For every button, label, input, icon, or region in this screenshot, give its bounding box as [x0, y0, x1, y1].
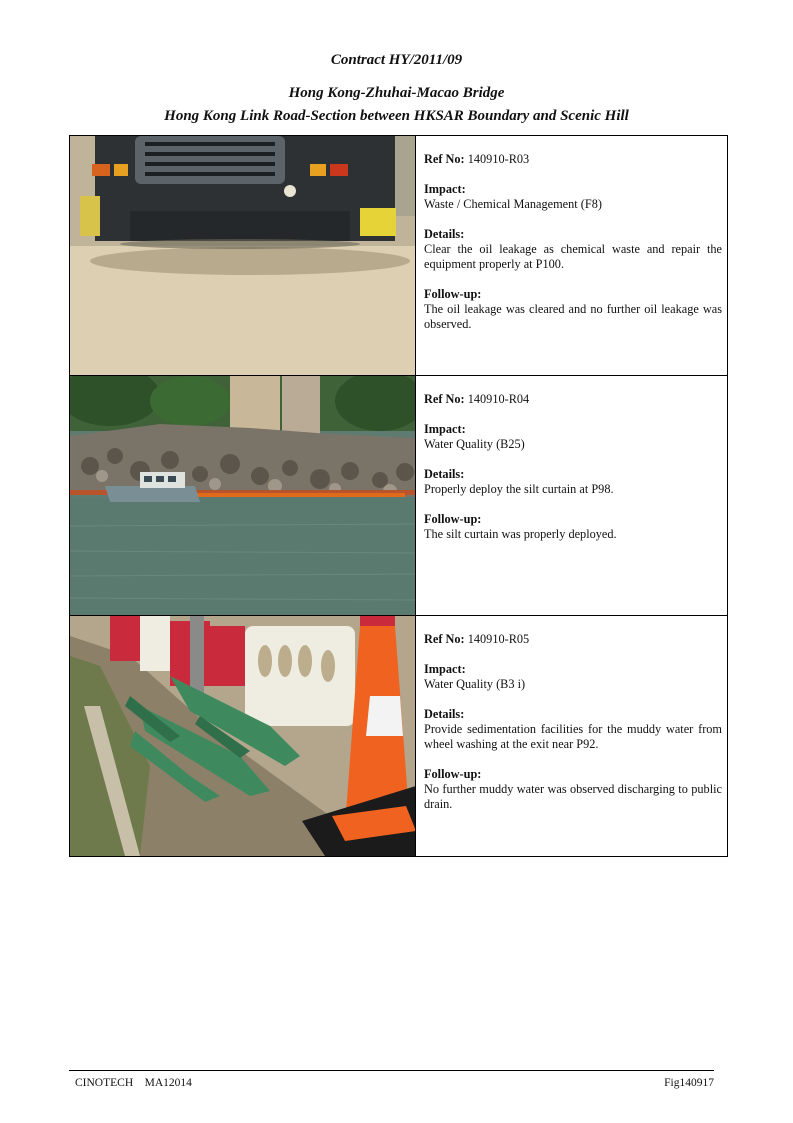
followup-label: Follow-up:	[424, 512, 482, 526]
footer-company-report: CINOTECH MA12014	[75, 1077, 192, 1089]
details-label: Details:	[424, 227, 465, 241]
followup-value: The silt curtain was properly deployed.	[424, 527, 617, 541]
table-row	[70, 616, 727, 856]
details-label: Details:	[424, 467, 465, 481]
photo-sedimentation-barriers	[70, 616, 416, 856]
photo-truck-oil-leakage	[70, 136, 416, 375]
ref-number: 140910-R05	[467, 632, 530, 646]
section-title: Hong Kong Link Road-Section between HKSAR Boundary and Scenic Hill	[164, 108, 629, 124]
contract-title: Contract HY/2011/09	[330, 52, 463, 68]
footer-figure-number: Fig140917	[664, 1077, 714, 1089]
project-title: Hong Kong-Zhuhai-Macao Bridge	[288, 85, 505, 101]
record-text	[424, 632, 722, 827]
record-text	[424, 392, 722, 557]
table-row	[70, 376, 727, 616]
ref-label: Ref No:	[424, 632, 465, 646]
impact-value: Waste / Chemical Management (F8)	[424, 197, 602, 211]
ref-number: 140910-R03	[467, 152, 530, 166]
impact-label: Impact:	[424, 662, 466, 676]
ref-number: 140910-R04	[467, 392, 530, 406]
impact-value: Water Quality (B25)	[424, 437, 525, 451]
table-row	[70, 136, 727, 376]
followup-value: No further muddy water was observed discharging to public drain.	[424, 782, 722, 811]
details-value: Clear the oil leakage as chemical waste and repair the equipment properly at P100.	[424, 242, 722, 271]
followup-value: The oil leakage was cleared and no further oil leakage was observed.	[424, 302, 722, 331]
followup-label: Follow-up:	[424, 767, 482, 781]
photo-silt-curtain	[70, 376, 416, 615]
details-value: Provide sedimentation facilities for the muddy water from wheel washing at the exit near P92.	[424, 722, 722, 751]
record-text	[424, 152, 722, 347]
impact-label: Impact:	[424, 422, 466, 436]
details-label: Details:	[424, 707, 465, 721]
impact-label: Impact:	[424, 182, 466, 196]
followup-label: Follow-up:	[424, 287, 482, 301]
inspection-table	[69, 135, 728, 857]
footer-divider	[69, 1070, 714, 1071]
details-value: Properly deploy the silt curtain at P98.	[424, 482, 614, 496]
impact-value: Water Quality (B3 i)	[424, 677, 526, 691]
ref-label: Ref No:	[424, 152, 465, 166]
ref-label: Ref No:	[424, 392, 465, 406]
